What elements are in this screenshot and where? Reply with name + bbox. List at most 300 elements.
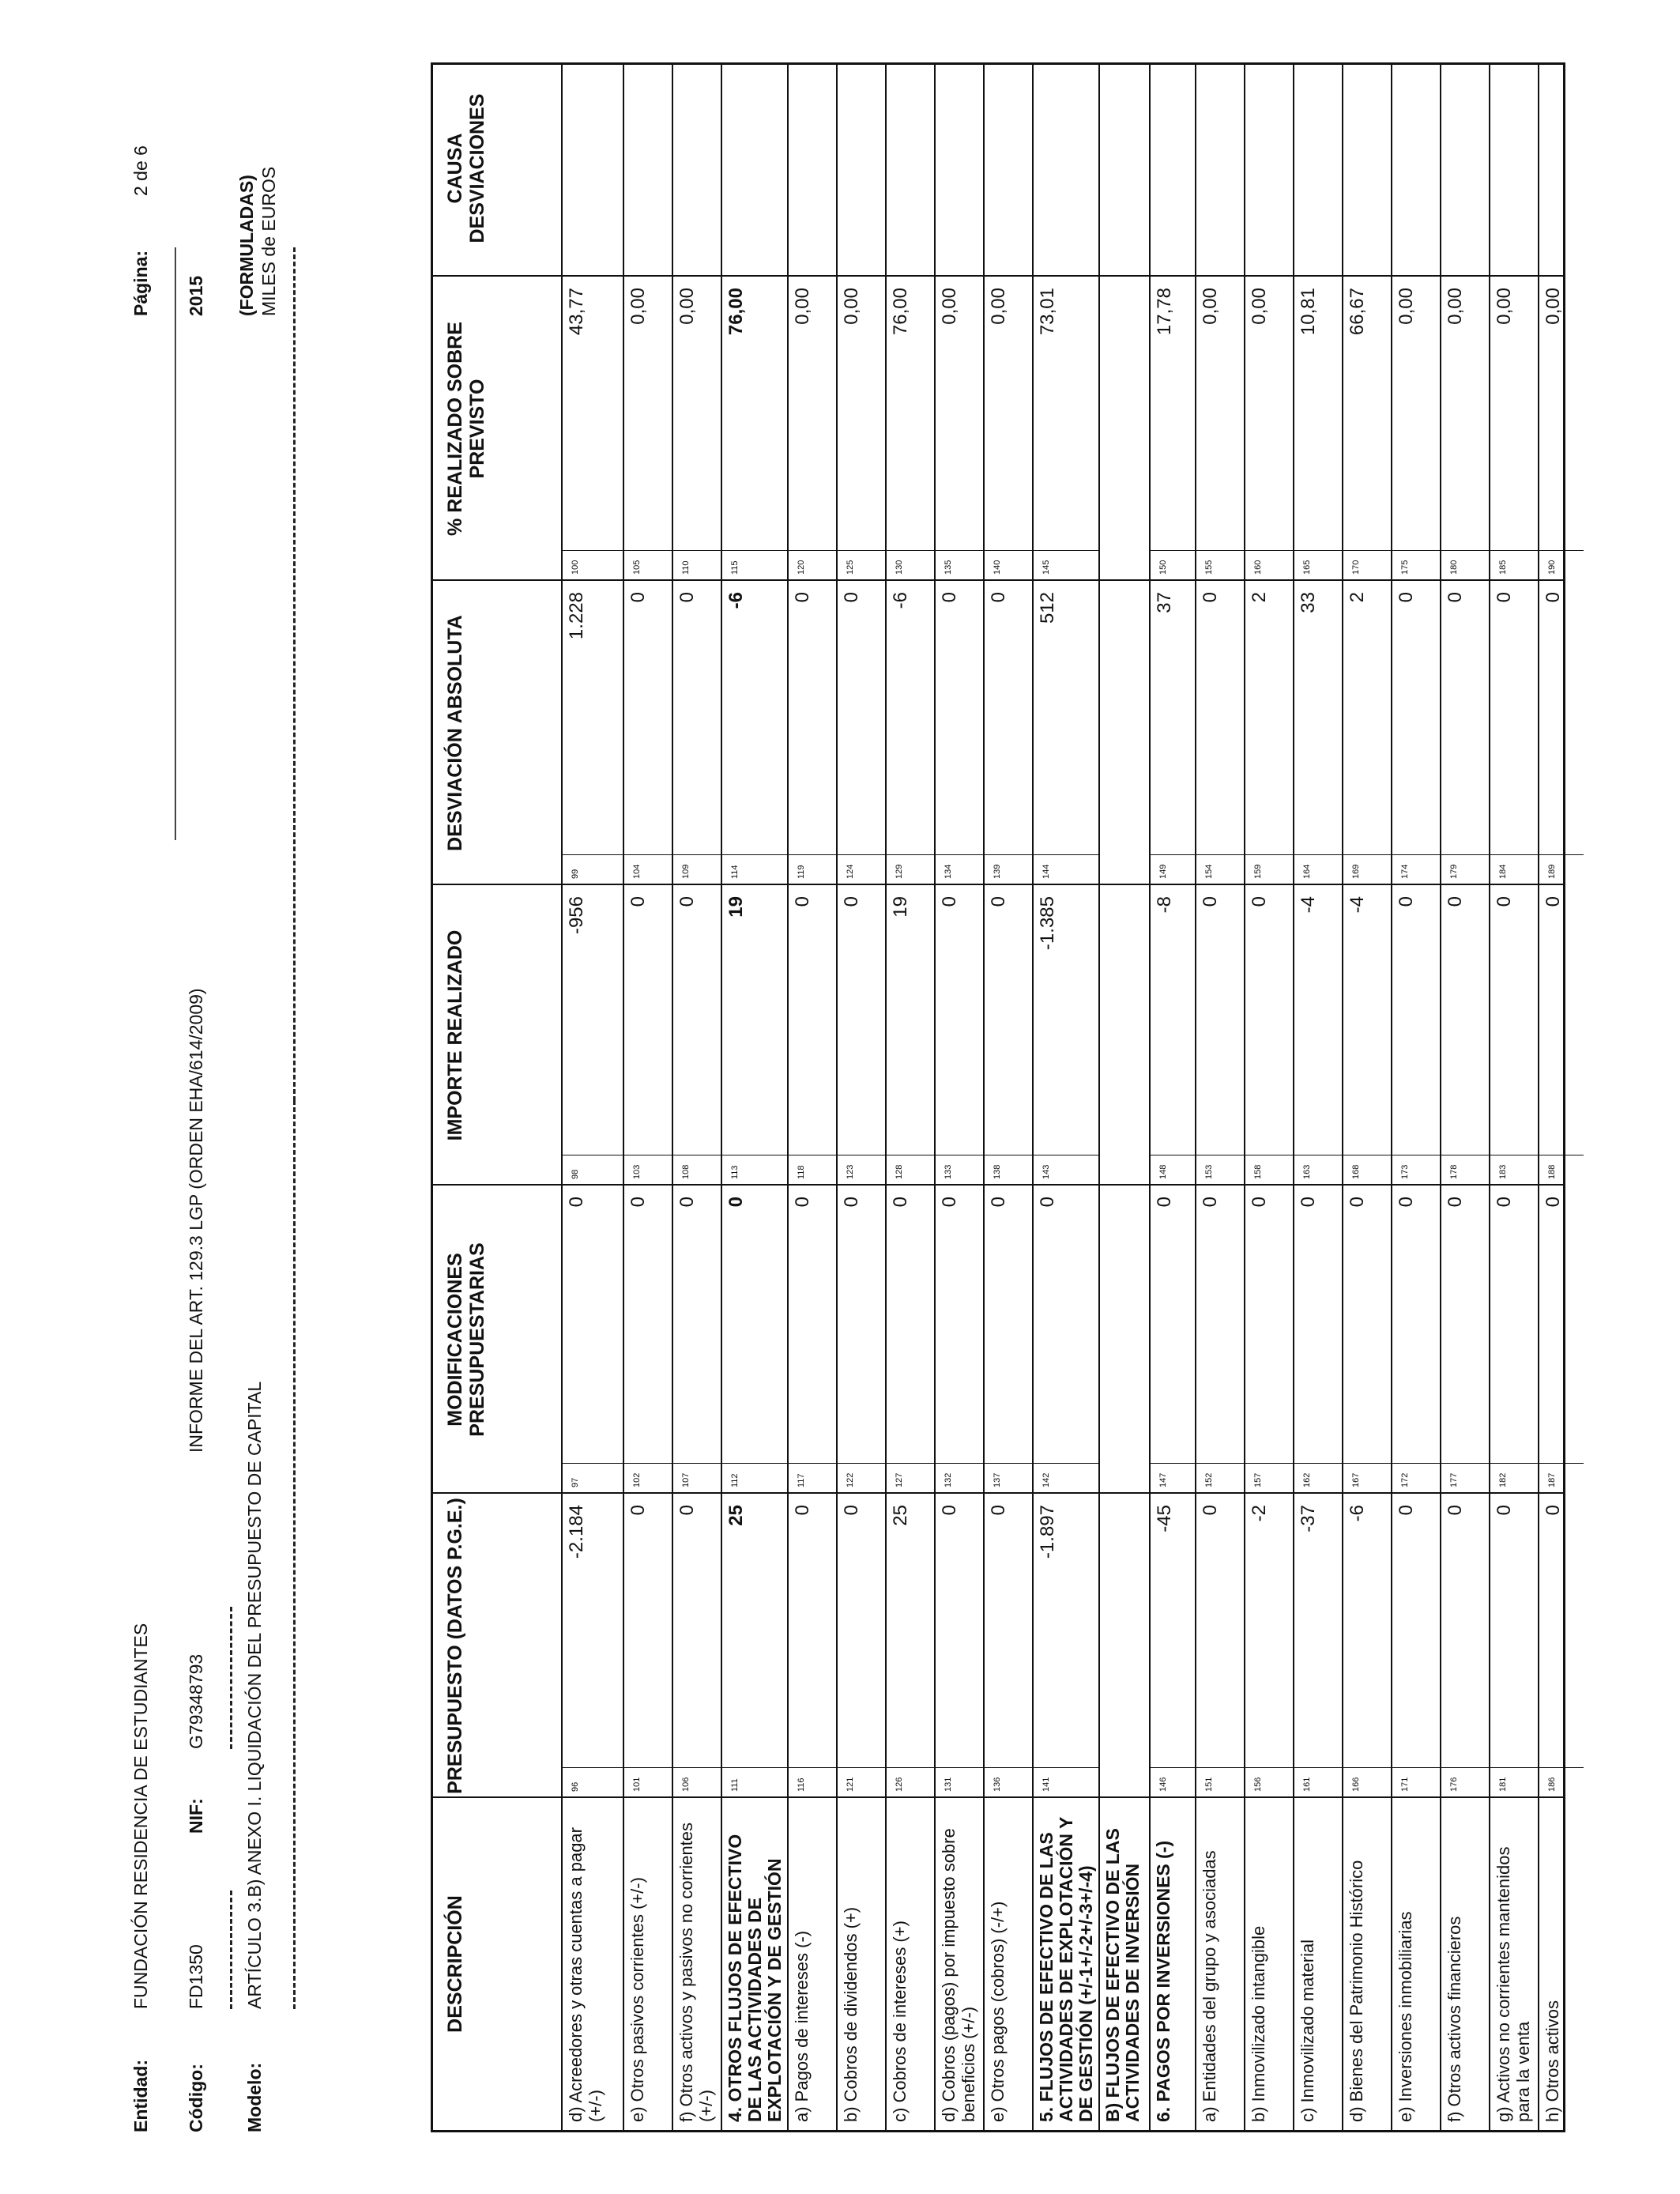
cell-value: -1.897 (1037, 1505, 1058, 1559)
cell-value: 0 (841, 1505, 862, 1516)
cell-value: 0 (627, 592, 649, 603)
cell-number-separator (1149, 550, 1195, 551)
cell-number-separator (1489, 854, 1538, 855)
cell-number-separator (885, 854, 934, 855)
cell-value: 0 (1037, 1197, 1058, 1208)
cell-number-separator (1489, 1767, 1538, 1768)
cell-number: 125 (846, 560, 855, 575)
cell-number-separator (1391, 854, 1440, 855)
cell-value: 76,00 (725, 288, 747, 336)
cell-number-separator (1149, 854, 1195, 855)
cell-number: 130 (895, 560, 904, 575)
table-row (1293, 65, 1342, 2130)
cell-number: 113 (730, 1165, 740, 1179)
cell-number-separator (623, 1767, 672, 1768)
cell-value: 0 (841, 592, 862, 603)
cell-number: 99 (571, 869, 580, 879)
cell-number: 112 (730, 1473, 740, 1487)
cell-number-separator (1244, 1463, 1293, 1464)
cell-value: 0 (1543, 1505, 1564, 1516)
cell-number-separator (1195, 1767, 1244, 1768)
cell-number: 184 (1498, 864, 1508, 879)
cell-number-separator (1342, 1463, 1391, 1464)
cell-number: 100 (571, 560, 580, 575)
cell-number: 152 (1204, 1472, 1214, 1487)
cell-value: 0 (1396, 592, 1417, 603)
cell-value: 0,00 (988, 288, 1009, 325)
cell-value: 0,00 (1543, 288, 1564, 325)
cell-number: 188 (1547, 1164, 1557, 1179)
row-description: 6. PAGOS POR INVERSIONES (-) (1153, 1840, 1173, 2122)
cell-number: 123 (846, 1164, 855, 1179)
cell-number: 169 (1351, 864, 1361, 879)
cell-number: 104 (632, 864, 642, 879)
row-description: f) Otros activos y pasivos no corrientes (+/-) (676, 1822, 716, 2122)
cell-number: 124 (846, 864, 855, 879)
cell-number-separator (561, 854, 623, 855)
cell-number-separator (1342, 550, 1391, 551)
cell-number-separator (1244, 550, 1293, 551)
cell-number: 140 (993, 560, 1002, 575)
entidad-label: Entidad: (130, 2060, 151, 2132)
cell-number: 131 (944, 1777, 953, 1792)
cell-value: 43,77 (566, 288, 587, 336)
cell-number-separator (983, 1463, 1032, 1464)
cell-number-separator (1032, 550, 1098, 551)
cell-number: 121 (846, 1777, 855, 1792)
cell-number: 101 (632, 1777, 642, 1792)
table-row (983, 65, 1032, 2130)
cell-value: 0,00 (1200, 288, 1221, 325)
nif-label: NIF: (186, 1798, 206, 1834)
cell-value: 0,00 (1249, 288, 1270, 325)
cell-number-separator (561, 1463, 623, 1464)
table-row (836, 65, 885, 2130)
row-description: e) Otros pasivos corrientes (+/-) (627, 1877, 647, 2122)
modelo-label: Modelo: (244, 2062, 265, 2132)
cell-value: 0,00 (1494, 288, 1515, 325)
cell-value: 0 (1494, 1197, 1515, 1208)
cell-number-separator (672, 854, 721, 855)
cell-value: 19 (890, 896, 911, 918)
column-header-desviacion: DESVIACIÓN ABSOLUTA (444, 615, 466, 851)
header-rule (175, 247, 176, 840)
cell-value: -6 (725, 592, 747, 609)
cell-number-separator (885, 1463, 934, 1464)
cell-value: 0 (841, 1197, 862, 1208)
cell-value: 0 (1154, 1197, 1175, 1208)
cell-number-separator (983, 550, 1032, 551)
cell-value: 66,67 (1347, 288, 1368, 336)
cell-value: 0 (676, 896, 698, 907)
cell-number: 137 (993, 1472, 1002, 1487)
cell-number: 161 (1302, 1777, 1312, 1792)
unidades-label: MILES de EUROS (258, 166, 279, 316)
year-value: 2015 (186, 275, 206, 316)
cell-value: 0 (676, 592, 698, 603)
modelo-dash-2 (293, 247, 296, 1101)
cell-value: 37 (1154, 592, 1175, 613)
table-row (1244, 65, 1293, 2130)
cell-number: 173 (1400, 1164, 1410, 1179)
codigo-dash (230, 1891, 232, 2009)
cell-number: 164 (1302, 864, 1312, 879)
cell-value: 1.228 (566, 592, 587, 640)
cell-number-separator (672, 1767, 721, 1768)
cell-number: 178 (1449, 1164, 1459, 1179)
cell-value: 0 (1200, 1197, 1221, 1208)
cell-number-separator (1032, 1767, 1098, 1768)
cell-value: 0 (1494, 1505, 1515, 1516)
cell-number: 182 (1498, 1472, 1508, 1487)
cell-number: 110 (681, 560, 691, 575)
table-row (787, 65, 836, 2130)
cell-number: 98 (571, 1169, 580, 1179)
cell-value: 0 (1543, 896, 1564, 907)
cell-value: 0 (939, 1197, 960, 1208)
row-description: f) Otros activos financieros (1445, 1916, 1464, 2122)
cell-number-separator (1244, 854, 1293, 855)
cell-value: -37 (1298, 1505, 1319, 1532)
table-row (1149, 65, 1195, 2130)
cell-number-separator (885, 550, 934, 551)
cell-number: 146 (1158, 1777, 1168, 1792)
cell-number: 150 (1158, 560, 1168, 575)
cell-number-separator (1538, 854, 1584, 855)
cell-value: -4 (1347, 896, 1368, 914)
cell-number-separator (721, 1767, 787, 1768)
cell-number: 118 (797, 1165, 806, 1179)
cell-number-separator (1440, 854, 1489, 855)
cell-number: 175 (1400, 560, 1410, 575)
table-row (1440, 65, 1489, 2130)
cell-number-separator (721, 854, 787, 855)
cell-value: -4 (1298, 896, 1319, 914)
cell-value: 0 (841, 896, 862, 907)
cell-number-separator (934, 854, 983, 855)
cell-value: 0,00 (1396, 288, 1417, 325)
column-header-modificaciones: MODIFICACIONES PRESUPUESTARIAS (444, 1242, 488, 1437)
row-description: b) Inmovilizado intangible (1249, 1925, 1268, 2122)
cell-number-separator (1538, 1463, 1584, 1464)
cell-number-separator (787, 550, 836, 551)
cell-number: 180 (1449, 560, 1459, 575)
cell-number: 189 (1547, 864, 1557, 879)
table-row (1032, 65, 1098, 2130)
cell-number: 108 (681, 1164, 691, 1179)
cell-number-separator (1391, 1463, 1440, 1464)
cell-value: 512 (1037, 592, 1058, 624)
cell-value: 0 (939, 896, 960, 907)
cell-value: 0,00 (939, 288, 960, 325)
cell-number: 126 (895, 1777, 904, 1792)
nif-dash (230, 1607, 232, 1749)
row-description: e) Otros pagos (cobros) (-/+) (988, 1901, 1008, 2122)
cell-number-separator (836, 550, 885, 551)
cell-value: 33 (1298, 592, 1319, 613)
cell-number: 136 (993, 1777, 1002, 1792)
modelo-dash (293, 1100, 296, 2009)
cell-number-separator (561, 1767, 623, 1768)
cell-number: 168 (1351, 1164, 1361, 1179)
cell-number-separator (721, 550, 787, 551)
row-description: c) Inmovilizado material (1298, 1939, 1317, 2122)
cell-value: 0 (1200, 1505, 1221, 1516)
pagina-value: 2 de 6 (130, 145, 151, 196)
cell-value: 0 (676, 1505, 698, 1516)
cell-number: 128 (895, 1164, 904, 1179)
row-description: a) Pagos de intereses (-) (792, 1930, 812, 2122)
cell-number: 171 (1400, 1777, 1410, 1792)
cell-number: 117 (797, 1473, 806, 1487)
cell-value: 2 (1347, 592, 1368, 603)
codigo-label: Código: (186, 2064, 206, 2132)
column-header-presupuesto: PRESUPUESTO (DATOS P.G.E.) (444, 1498, 466, 1794)
cell-value: 0 (1347, 1197, 1368, 1208)
cell-number-separator (787, 1767, 836, 1768)
cell-number: 133 (944, 1164, 953, 1179)
cell-number-separator (623, 550, 672, 551)
row-description: B) FLUJOS DE EFECTIVO DE LAS ACTIVIDADES DE INVERSIÓN (1102, 1828, 1143, 2122)
cell-number-separator (836, 854, 885, 855)
cell-number: 190 (1547, 560, 1557, 575)
liquidacion-table (431, 62, 1565, 2132)
cell-value: 0 (988, 592, 1009, 603)
cell-number: 127 (895, 1472, 904, 1487)
cell-number-separator (672, 1463, 721, 1464)
cell-number-separator (1195, 1463, 1244, 1464)
cell-number-separator (1440, 1463, 1489, 1464)
row-description: d) Acreedores y otras cuentas a pagar (+/-) (566, 1827, 605, 2122)
cell-value: 0 (1298, 1197, 1319, 1208)
cell-number: 179 (1449, 864, 1459, 879)
cell-number-separator (1149, 1463, 1195, 1464)
cell-number: 155 (1204, 560, 1214, 575)
cell-number-separator (721, 1463, 787, 1464)
cell-number: 119 (797, 865, 806, 879)
column-header-importe: IMPORTE REALIZADO (444, 929, 466, 1141)
cell-number-separator (1342, 1767, 1391, 1768)
cell-value: 0,00 (841, 288, 862, 325)
cell-value: 0 (1543, 592, 1564, 603)
cell-number: 167 (1351, 1472, 1361, 1487)
cell-number: 160 (1253, 560, 1263, 575)
cell-number: 111 (730, 1778, 740, 1792)
cell-number: 103 (632, 1164, 642, 1179)
cell-number: 143 (1042, 1164, 1051, 1179)
cell-number: 96 (571, 1781, 580, 1792)
cell-value: 0 (1249, 1197, 1270, 1208)
cell-number: 170 (1351, 560, 1361, 575)
cell-number: 158 (1253, 1164, 1263, 1179)
cell-value: 0 (1396, 896, 1417, 907)
cell-value: 25 (890, 1505, 911, 1526)
cell-number-separator (1391, 1767, 1440, 1768)
row-description: d) Bienes del Patrimonio Histórico (1347, 1860, 1366, 2122)
cell-value: 0 (676, 1197, 698, 1208)
cell-number: 183 (1498, 1164, 1508, 1179)
cell-value: 0 (1249, 896, 1270, 907)
cell-number: 147 (1158, 1472, 1168, 1487)
cell-value: 0 (1445, 1197, 1466, 1208)
cell-number-separator (836, 1767, 885, 1768)
table-row (934, 65, 983, 2130)
row-description: a) Entidades del grupo y asociadas (1200, 1850, 1219, 2122)
table-row (1489, 65, 1538, 2130)
cell-number-separator (1195, 550, 1244, 551)
cell-number-separator (934, 550, 983, 551)
cell-value: -45 (1154, 1505, 1175, 1532)
informe-title: INFORME DEL ART. 129.3 LGP (ORDEN EHA/614/2009) (186, 988, 206, 1453)
cell-value: 0,00 (676, 288, 698, 325)
cell-number: 174 (1400, 864, 1410, 879)
cell-number-separator (1149, 1767, 1195, 1768)
cell-number-separator (836, 1463, 885, 1464)
cell-number-separator (1032, 1463, 1098, 1464)
cell-number: 145 (1042, 560, 1051, 575)
cell-value: 0,00 (627, 288, 649, 325)
cell-value: 0 (792, 1197, 813, 1208)
cell-value: 0 (792, 896, 813, 907)
cell-number: 166 (1351, 1777, 1361, 1792)
row-description: e) Inversiones inmobiliarias (1396, 1911, 1415, 2122)
cell-number: 176 (1449, 1777, 1459, 1792)
cell-number: 115 (730, 560, 740, 575)
cell-value: 0 (988, 896, 1009, 907)
cell-value: -6 (1347, 1505, 1368, 1522)
cell-number: 142 (1042, 1472, 1051, 1487)
table-row (672, 65, 721, 2130)
cell-number: 141 (1042, 1777, 1051, 1792)
formuladas-label: (FORMULADAS) (236, 175, 257, 316)
cell-number: 120 (797, 560, 806, 575)
column-header-causa: CAUSA DESVIACIONES (444, 93, 488, 243)
cell-number-separator (1538, 550, 1584, 551)
cell-number-separator (1440, 550, 1489, 551)
cell-number-separator (787, 1463, 836, 1464)
table-row (1195, 65, 1244, 2130)
cell-number: 165 (1302, 560, 1312, 575)
row-description: c) Cobros de intereses (+) (890, 1921, 910, 2122)
cell-number-separator (1489, 1463, 1538, 1464)
cell-value: 0 (627, 896, 649, 907)
nif-value: G79348793 (186, 1653, 206, 1749)
cell-number: 144 (1042, 864, 1051, 879)
cell-value: -2 (1249, 1505, 1270, 1522)
column-header-porcentaje: % REALIZADO SOBRE PREVISTO (444, 322, 488, 536)
cell-value: 0 (1494, 896, 1515, 907)
cell-number-separator (672, 550, 721, 551)
cell-number-separator (1440, 1767, 1489, 1768)
cell-number: 114 (730, 865, 740, 879)
cell-number: 148 (1158, 1164, 1168, 1179)
modelo-value: ARTÍCULO 3.B) ANEXO I. LIQUIDACIÓN DEL PRESUPUESTO DE CAPITAL (244, 1381, 265, 2009)
cell-number-separator (623, 1463, 672, 1464)
table-row (1391, 65, 1440, 2130)
cell-number: 116 (797, 1777, 806, 1792)
cell-value: 73,01 (1037, 288, 1058, 336)
cell-value: 0 (890, 1197, 911, 1208)
cell-number: 163 (1302, 1164, 1312, 1179)
cell-number-separator (885, 1767, 934, 1768)
cell-value: 0,00 (1445, 288, 1466, 325)
cell-number-separator (1342, 854, 1391, 855)
cell-number: 109 (681, 864, 691, 879)
cell-value: -6 (890, 592, 911, 609)
cell-number: 177 (1449, 1472, 1459, 1487)
entidad-name: FUNDACIÓN RESIDENCIA DE ESTUDIANTES (130, 1623, 151, 2009)
cell-value: 0 (566, 1197, 587, 1208)
cell-value: 76,00 (890, 288, 911, 336)
cell-value: 0 (988, 1505, 1009, 1516)
table-row (721, 65, 787, 2130)
cell-number: 135 (944, 560, 953, 575)
row-description: g) Activos no corrientes mantenidos para la venta (1494, 1846, 1533, 2122)
row-description: b) Cobros de dividendos (+) (841, 1906, 861, 2122)
cell-value: 0 (939, 592, 960, 603)
cell-number: 187 (1547, 1472, 1557, 1487)
cell-number: 105 (632, 560, 642, 575)
cell-value: 0 (1445, 592, 1466, 603)
cell-number-separator (934, 1463, 983, 1464)
cell-value: 25 (725, 1505, 747, 1526)
cell-number: 157 (1253, 1472, 1263, 1487)
cell-value: -956 (566, 896, 587, 935)
cell-number: 102 (632, 1472, 642, 1487)
table-row (1342, 65, 1391, 2130)
cell-number: 129 (895, 864, 904, 879)
row-description: d) Cobros (pagos) por impuesto sobre beneficios (+/-) (939, 1828, 978, 2122)
cell-number-separator (1489, 550, 1538, 551)
cell-number: 185 (1498, 560, 1508, 575)
cell-value: 0,00 (792, 288, 813, 325)
cell-number-separator (983, 854, 1032, 855)
table-row (1098, 65, 1149, 2130)
cell-number-separator (1244, 1767, 1293, 1768)
cell-number-separator (1032, 854, 1098, 855)
cell-number: 162 (1302, 1472, 1312, 1487)
cell-number: 153 (1204, 1164, 1214, 1179)
cell-number-separator (1293, 854, 1342, 855)
cell-value: 0 (1396, 1197, 1417, 1208)
cell-value: 0 (939, 1505, 960, 1516)
cell-number: 172 (1400, 1472, 1410, 1487)
cell-number: 122 (846, 1472, 855, 1487)
row-description: 5. FLUJOS DE EFECTIVO DE LAS ACTIVIDADES DE EXPLOTACIÓN Y DE GESTIÓN (+/-1+/-2+/-3+/-4) (1036, 1817, 1096, 2122)
row-description: h) Otros activos (1543, 2000, 1562, 2122)
table-row (885, 65, 934, 2130)
cell-number-separator (1195, 854, 1244, 855)
table-row (623, 65, 672, 2130)
cell-number-separator (787, 854, 836, 855)
cell-value: 0 (627, 1505, 649, 1516)
cell-value: 10,81 (1298, 288, 1319, 336)
pagina-label: Página: (130, 250, 151, 316)
cell-number: 106 (681, 1777, 691, 1792)
cell-number-separator (1538, 1767, 1584, 1768)
cell-number-separator (1293, 1463, 1342, 1464)
cell-number: 132 (944, 1472, 953, 1487)
cell-value: 0 (1200, 592, 1221, 603)
cell-value: 0 (725, 1197, 747, 1208)
cell-value: 0 (792, 592, 813, 603)
cell-number: 97 (571, 1477, 580, 1487)
cell-value: 17,78 (1154, 288, 1175, 336)
cell-number: 154 (1204, 864, 1214, 879)
cell-value: -8 (1154, 896, 1175, 914)
column-header-descripcion: DESCRIPCIÓN (444, 1895, 466, 2033)
cell-number: 107 (681, 1472, 691, 1487)
